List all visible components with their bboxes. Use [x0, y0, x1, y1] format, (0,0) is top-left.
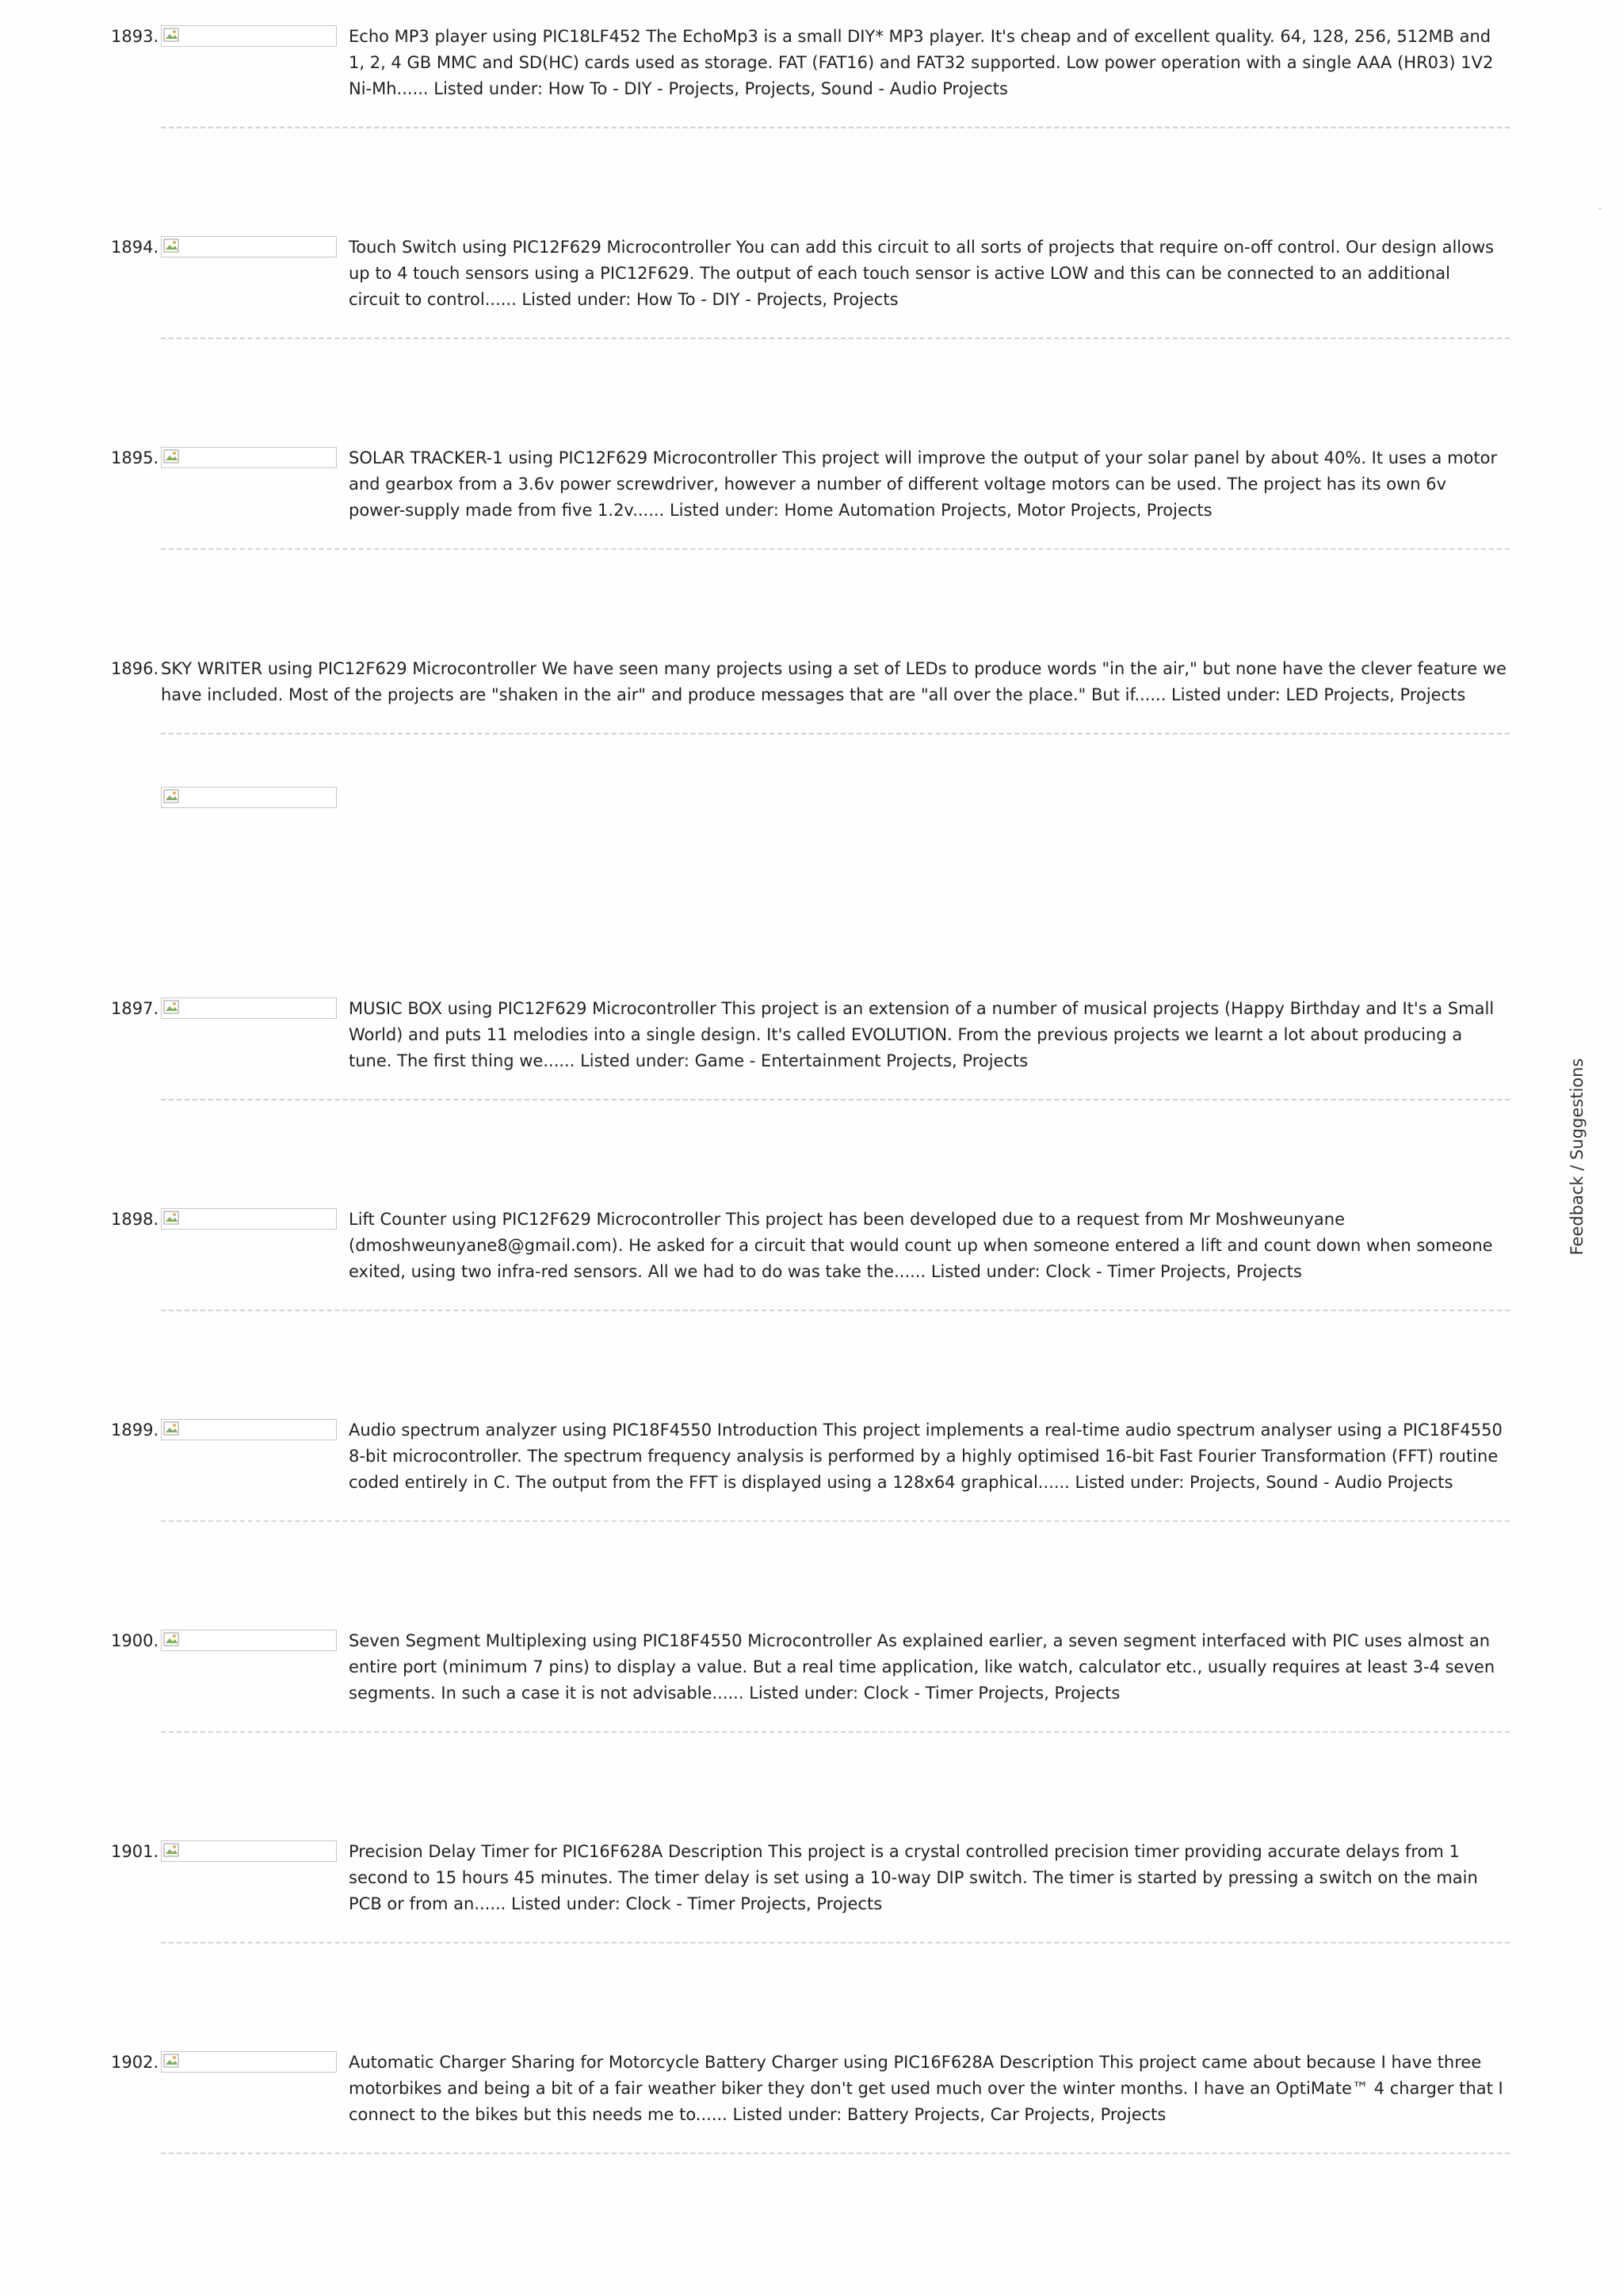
item-description[interactable]: MUSIC BOX using PIC12F629 Microcontroller This project is an extension of a number of musical projects (Happy Birthday and It's a Small World) and puts 11 melodies into a single design. It's called EVOLUTION. From the previous projects we learnt a lot about producing a tune. The first thing we...... Listed under: Game - Entertainment Projects, Projects: [349, 999, 1495, 1070]
separator: [161, 1310, 1510, 1311]
item-number: 1900.: [111, 1631, 159, 1650]
project-thumbnail[interactable]: [161, 236, 337, 257]
separator: [161, 127, 1510, 128]
project-thumbnail[interactable]: [161, 1208, 337, 1230]
item-description[interactable]: SKY WRITER using PIC12F629 Microcontroller We have seen many projects using a set of LEDs to produce words "in the air," but none have the clever feature we have included. Most of the projects are "shaken in the air" and produce messages that are "all over the place." But if...... Listed under: LED Projects, Projects: [161, 659, 1507, 704]
separator: [161, 1099, 1510, 1100]
project-thumbnail[interactable]: [161, 447, 337, 468]
broken-image-icon: [163, 1421, 181, 1437]
separator: [161, 733, 1510, 734]
item-number: 1899.: [111, 1421, 159, 1440]
broken-image-icon: [163, 1000, 181, 1016]
separator: [161, 1731, 1510, 1733]
feedback-label: Feedback / Suggestions: [1568, 1058, 1587, 1256]
item-number: 1896.: [111, 659, 159, 678]
separator: [161, 548, 1510, 550]
item-description[interactable]: Echo MP3 player using PIC18LF452 The EchoMp3 is a small DIY* MP3 player. It's cheap and of excellent quality. 64, 128, 256, 512MB and 1, 2, 4 GB MMC and SD(HC) cards used as storage. FAT (FAT16) and FAT32 supported. Low power operation with a single AAA (HR03) 1V2 Ni-Mh...... Listed under: How To - DIY - Projects, Projects, Sound - Audio Projects: [349, 27, 1494, 98]
broken-image-icon: [163, 1211, 181, 1226]
project-thumbnail[interactable]: [161, 1630, 337, 1651]
item-number: 1901.: [111, 1842, 159, 1861]
broken-image-icon: [163, 1632, 181, 1648]
feedback-tab[interactable]: [1553, 1046, 1601, 1268]
broken-image-icon: [163, 238, 181, 254]
item-number: 1893.: [111, 27, 159, 46]
broken-image-icon: [163, 2054, 181, 2069]
project-thumbnail[interactable]: [161, 1840, 337, 1862]
broken-image-icon: [163, 789, 181, 805]
project-thumbnail[interactable]: [161, 787, 337, 808]
broken-image-icon: [163, 28, 181, 44]
item-description[interactable]: Touch Switch using PIC12F629 Microcontroller You can add this circuit to all sorts of projects that require on-off control. Our design allows up to 4 touch sensors using a PIC12F629. The output of each touch sensor is active LOW and this can be connected to an additional circuit to control...... Listed under: How To - DIY - Projects, Projects: [349, 238, 1495, 309]
decorative-dot: [1599, 208, 1601, 209]
item-description[interactable]: Precision Delay Timer for PIC16F628A Description This project is a crystal controlled precision timer providing accurate delays from 1 second to 15 hours 45 minutes. The timer delay is set using a 10-way DIP switch. The timer is started by pressing a switch on the main PCB or from an...... Listed under: Clock - Timer Projects, Projects: [349, 1842, 1478, 1913]
project-thumbnail[interactable]: [161, 997, 337, 1019]
broken-image-icon: [163, 1843, 181, 1859]
separator: [161, 2153, 1510, 2154]
project-thumbnail[interactable]: [161, 25, 337, 47]
separator: [161, 1520, 1510, 1522]
item-number: 1897.: [111, 999, 159, 1018]
item-number: 1894.: [111, 238, 159, 257]
item-description[interactable]: SOLAR TRACKER-1 using PIC12F629 Microcontroller This project will improve the output of your solar panel by about 40%. It uses a motor and gearbox from a 3.6v power screwdriver, however a number of different voltage motors can be used. The project has its own 6v power-supply made from five 1.2v...... Listed under: Home Automation Projects, Motor Projects, Projects: [349, 448, 1498, 520]
project-thumbnail[interactable]: [161, 1419, 337, 1440]
project-thumbnail[interactable]: [161, 2051, 337, 2073]
item-description[interactable]: Automatic Charger Sharing for Motorcycle Battery Charger using PIC16F628A Description This project came about because I have three motorbikes and being a bit of a fair weather biker they don't get used much over the winter months. I have an OptiMate™ 4 charger that I connect to the bikes but this needs me to...... Listed under: Battery Projects, Car Projects, Projects: [349, 2053, 1503, 2124]
item-number: 1895.: [111, 448, 159, 467]
broken-image-icon: [163, 449, 181, 465]
item-number: 1902.: [111, 2053, 159, 2072]
item-number: 1898.: [111, 1210, 159, 1229]
item-description[interactable]: Seven Segment Multiplexing using PIC18F4550 Microcontroller As explained earlier, a seven segment interfaced with PIC uses almost an entire port (minimum 7 pins) to display a value. But a real time application, like watch, calculator etc., usually requires at least 3-4 seven segments. In such a case it is not advisable...... Listed under: Clock - Timer Projects, Projects: [349, 1631, 1495, 1703]
item-description[interactable]: Audio spectrum analyzer using PIC18F4550 Introduction This project implements a real-time audio spectrum analyser using a PIC18F4550 8-bit microcontroller. The spectrum frequency analysis is performed by a highly optimised 16-bit Fast Fourier Transformation (FFT) routine coded entirely in C. The output from the FFT is displayed using a 128x64 graphical...... Listed under: Projects, Sound - Audio Projects: [349, 1421, 1503, 1492]
item-description[interactable]: Lift Counter using PIC12F629 Microcontroller This project has been developed due to a request from Mr Moshweunyane (dmoshweunyane8@gmail.com). He asked for a circuit that would count up when someone entered a lift and count down when someone exited, using two infra-red sensors. All we had to do was take the...... Listed under: Clock - Timer Projects, Projects: [349, 1210, 1493, 1281]
separator: [161, 1942, 1510, 1943]
separator: [161, 338, 1510, 339]
